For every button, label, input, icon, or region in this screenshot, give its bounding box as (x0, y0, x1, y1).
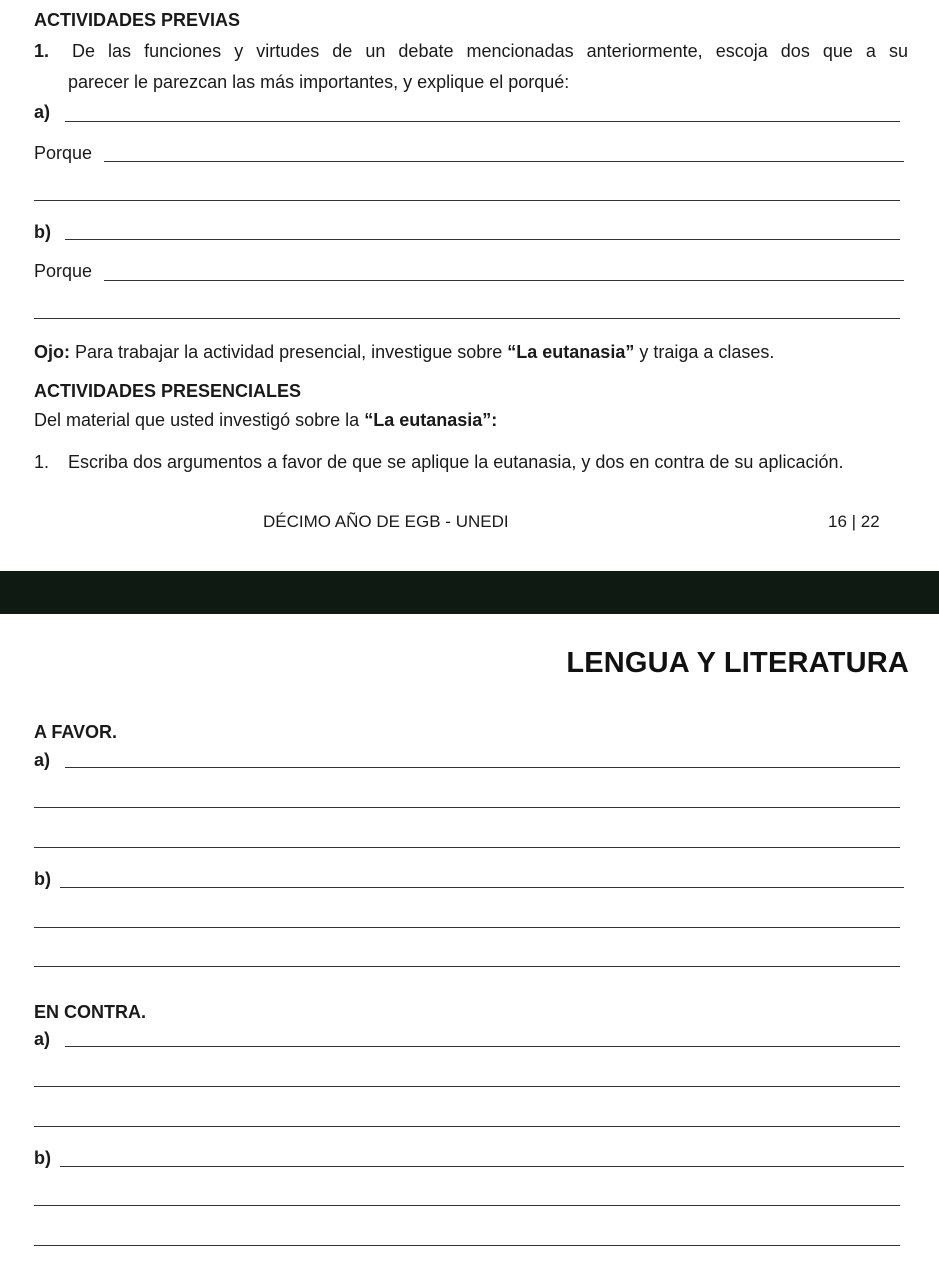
contra-label-b: b) (34, 1148, 51, 1168)
intro-topic: “La eutanasia”: (364, 410, 498, 430)
porque-line-b-2[interactable] (34, 318, 900, 319)
note-text2: y traiga a clases. (639, 342, 775, 362)
porque-line-a-2[interactable] (34, 200, 900, 201)
porque-line-b[interactable] (104, 280, 904, 281)
contra-title: EN CONTRA. (34, 1002, 146, 1022)
contra-line-b[interactable] (60, 1166, 904, 1167)
intro-text: Del material que usted investigó sobre la (34, 410, 360, 430)
page-separator (0, 571, 939, 614)
favor-line-a[interactable] (65, 767, 900, 768)
item1-text: Escriba dos argumentos a favor de que se aplique la eutanasia, y dos en contra de su aplicación. (68, 452, 844, 472)
intro (34, 410, 497, 431)
favor-line-b-2[interactable] (34, 927, 900, 928)
contra-line-a-3[interactable] (34, 1126, 900, 1127)
subject-title: LENGUA Y LITERATURA (566, 647, 909, 679)
favor-line-b[interactable] (60, 887, 904, 888)
item1-number: 1. (34, 452, 50, 472)
favor-title: A FAVOR. (34, 722, 118, 742)
porque-label-a: Porque (34, 143, 93, 163)
favor-line-b-3[interactable] (34, 966, 900, 967)
question-text-line1: De las funciones y virtudes de un debate mencionadas anteriormente, escoja dos que a su (72, 41, 908, 61)
note-text1: Para trabajar la actividad presencial, investigue sobre (75, 342, 503, 362)
favor-label-a: a) (34, 750, 51, 770)
note (34, 342, 774, 363)
favor-line-a-3[interactable] (34, 847, 900, 848)
answer-line-a[interactable] (65, 121, 900, 122)
contra-line-b-2[interactable] (34, 1205, 900, 1206)
question-text-line2: parecer le parezcan las más importantes, y explique el porqué: (68, 72, 570, 92)
footer-page-number: 16 | 22 (828, 512, 880, 531)
answer-line-b[interactable] (65, 239, 900, 240)
contra-line-a-2[interactable] (34, 1086, 900, 1087)
section-title-presenciales: ACTIVIDADES PRESENCIALES (34, 381, 302, 401)
question-number: 1. (34, 41, 50, 61)
contra-line-a[interactable] (65, 1046, 900, 1047)
favor-line-a-2[interactable] (34, 807, 900, 808)
section-title-previas: ACTIVIDADES PREVIAS (34, 10, 241, 30)
note-lead: Ojo: (34, 342, 70, 362)
footer-left: DÉCIMO AÑO DE EGB - UNEDI (263, 512, 509, 531)
favor-label-b: b) (34, 869, 51, 889)
note-topic: “La eutanasia” (507, 342, 635, 362)
contra-label-a: a) (34, 1029, 51, 1049)
answer-label-a: a) (34, 102, 51, 122)
porque-label-b: Porque (34, 261, 93, 281)
answer-label-b: b) (34, 222, 51, 242)
porque-line-a[interactable] (104, 161, 904, 162)
contra-line-b-3[interactable] (34, 1245, 900, 1246)
